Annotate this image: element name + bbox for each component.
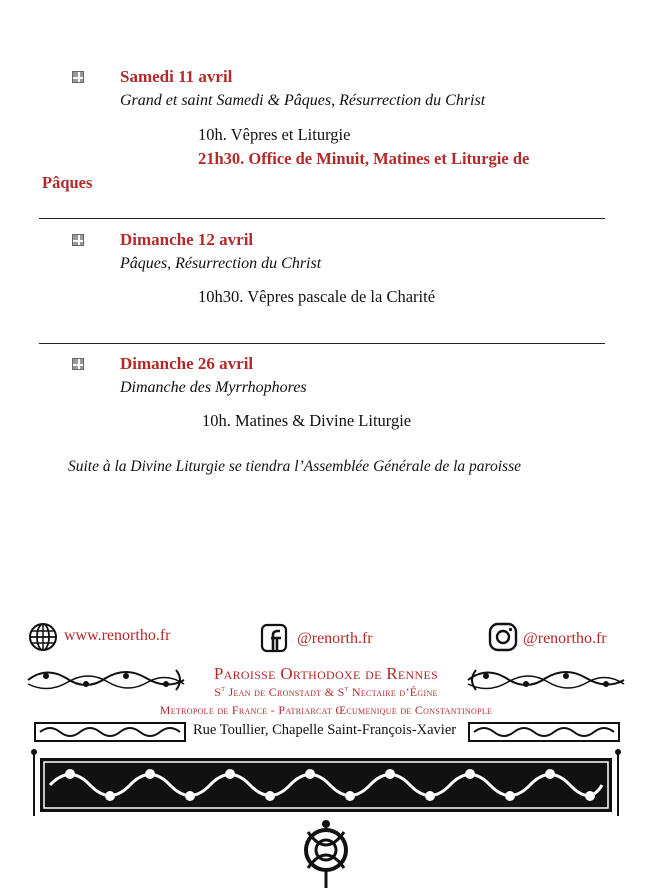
metropolis-line: Metropole de France - Patriarcat Œcumenique de Constantinople bbox=[159, 703, 493, 717]
separator bbox=[39, 218, 605, 219]
event-service: 10h. Vêpres et Liturgie bbox=[198, 125, 351, 144]
address: Rue Toullier, Chapelle Saint-François-Xavier bbox=[193, 722, 457, 738]
parish-name: Paroisse Orthodoxe de Rennes bbox=[213, 664, 439, 683]
ornament-bar-left-icon bbox=[34, 722, 186, 742]
bullet-icon bbox=[72, 234, 84, 246]
saints-end: Nectaire d’Égine bbox=[348, 685, 438, 699]
globe-icon bbox=[28, 622, 58, 652]
event-feast: Pâques, Résurrection du Christ bbox=[120, 255, 322, 272]
facebook-icon bbox=[260, 623, 288, 653]
event-service-highlight-cont: Pâques bbox=[42, 173, 93, 192]
separator bbox=[39, 343, 605, 344]
event-service: 10h. Matines & Divine Liturgie bbox=[202, 411, 412, 430]
frieze-ornament-icon bbox=[20, 748, 632, 818]
instagram-link[interactable]: @renortho.fr bbox=[523, 630, 607, 647]
instagram-icon bbox=[488, 622, 518, 652]
saints-mid: Jean de Cronstadt & S bbox=[225, 685, 345, 699]
bullet-icon bbox=[72, 71, 84, 83]
saints-s1: S bbox=[214, 685, 222, 699]
event-day: Samedi 11 avril bbox=[120, 67, 233, 86]
bullet-icon bbox=[72, 358, 84, 370]
event-feast: Grand et saint Samedi & Pâques, Résurrection du Christ bbox=[120, 92, 486, 109]
parish-saints bbox=[0, 684, 652, 700]
saints-sup2: t bbox=[344, 684, 349, 693]
event-service-highlight: 21h30. Office de Minuit, Matines et Liturgie de bbox=[198, 149, 530, 168]
ornament-bar-right-icon bbox=[468, 722, 620, 742]
event-service: 10h30. Vêpres pascale de la Charité bbox=[198, 287, 436, 306]
knot-ornament-icon bbox=[296, 818, 356, 893]
event-day: Dimanche 26 avril bbox=[120, 354, 254, 373]
saints-sup1: t bbox=[221, 684, 226, 693]
event-day: Dimanche 12 avril bbox=[120, 230, 254, 249]
event-feast: Dimanche des Myrrhophores bbox=[120, 379, 307, 396]
assembly-note: Suite à la Divine Liturgie se tiendra l’Assemblée Générale de la paroisse bbox=[68, 458, 522, 475]
facebook-link[interactable]: @renorth.fr bbox=[297, 630, 373, 647]
website-link[interactable]: www.renortho.fr bbox=[64, 627, 171, 644]
